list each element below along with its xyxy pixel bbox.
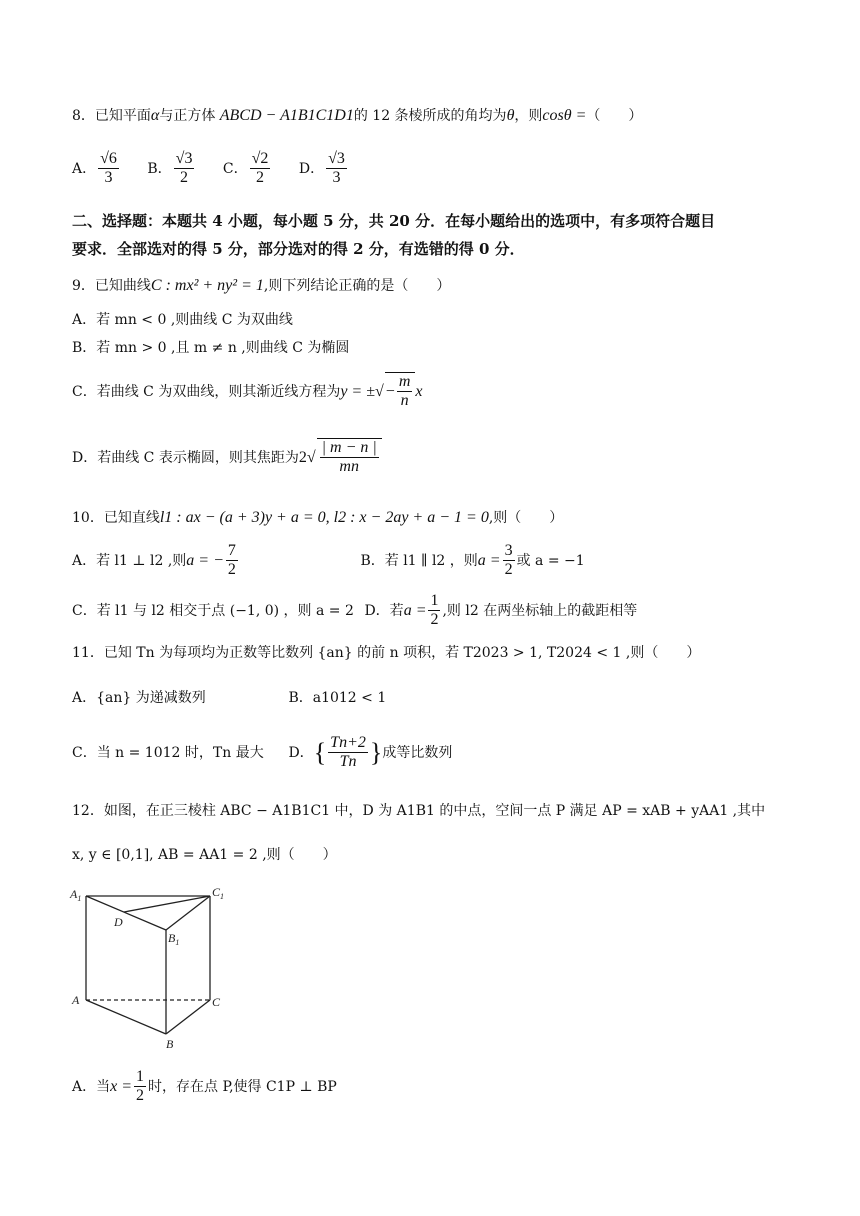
q10-option-a: A．若 l1 ⊥ l2 ,则a = − $\frac{7}{2}$: [72, 542, 236, 579]
edge-a1-b1: [86, 896, 166, 930]
q10-option-c: C．若 l1 与 l2 相交于点 (−1, 0) ，则 a = 2: [72, 602, 354, 619]
q12-stem: 12．如图，在正三棱柱 ABC − A1B1C1 中，D 为 A1B1 的中点，空间一点 P 满足 AP = xAB + yAA1 ,其中: [72, 803, 766, 819]
section-2-heading-cont: 要求．全部选对的得 5 分，部分选对的得 2 分，有选错的得 0 分．: [72, 240, 525, 258]
section-2-heading: 二、选择题：本题共 4 小题，每小题 5 分，共 20 分．在每小题给出的选项中，有多项符合题目: [72, 212, 716, 230]
q8-option-b: B． $\frac{√3}{2}$: [147, 150, 193, 187]
q11-option-b: B．a1012 < 1: [288, 690, 387, 706]
q8-option-c: C． $\frac{√2}{2}$: [222, 150, 269, 187]
edge-c1-b1: [166, 896, 210, 930]
q11-options-ab: [72, 689, 386, 707]
label-d: D: [114, 915, 123, 929]
q9-option-c: C．若曲线 C 为双曲线，则其渐近线方程为y = ±√ − $\frac{m}{n}$ x: [72, 373, 423, 410]
edge-d-c1: [124, 896, 210, 912]
q11-options-cd: [72, 734, 452, 772]
q10-stem: 10．已知直线l1 : ax − (a + 3)y + a = 0, l2 : x − 2ay + a − 1 = 0,则（ ）: [72, 509, 564, 526]
q8-options: [72, 150, 349, 188]
label-a1: $A_1$: [70, 887, 82, 903]
label-a: A: [72, 993, 80, 1007]
q10-options-cd: [72, 592, 637, 630]
q11-option-c: C．当 n = 1012 时，Tn 最大: [72, 744, 264, 761]
q8-stem: 8．已知平面α与正方体 ABCD − A1B1C1D1的 12 条棱所成的角均为θ，则cosθ =（ ）: [72, 107, 643, 124]
label-c1: $C_1$: [212, 885, 225, 901]
q12-option-a: A．当x = $\frac{1}{2}$ 时，存在点 P,使得 C1P ⊥ BP: [72, 1068, 337, 1105]
q10-option-d: D．若a = $\frac{1}{2}$ ,则 l2 在两坐标轴上的截距相等: [364, 592, 638, 629]
q11-stem: 11．已知 Tn 为每项均为正数等比数列 {an} 的前 n 项积，若 T2023 > 1, T2024 < 1 ,则（ ）: [72, 645, 701, 661]
label-b1: $B_1$: [168, 931, 180, 947]
label-b: B: [166, 1037, 174, 1051]
q12-stem-cont: x, y ∈ [0,1], AB = AA1 = 2 ,则（ ）: [72, 847, 337, 863]
q9-option-d: D．若曲线 C 表示椭圆，则其焦距为2√ $\frac{| m - n |}{mn}$: [72, 438, 382, 477]
edge-a-b: [86, 1000, 166, 1034]
q10-option-b: B．若 l1 ∥ l2 ，则a = $\frac{3}{2}$ 或 a = −1: [360, 542, 585, 579]
q9-option-a: A．若 mn < 0 ,则曲线 C 为双曲线: [72, 312, 293, 328]
q11-option-d: D．{ $\frac{Tn+2}{Tn}$ }成等比数列: [288, 734, 453, 771]
q9-option-b: B．若 mn > 0 ,且 m ≠ n ,则曲线 C 为椭圆: [72, 340, 350, 356]
edge-c-b: [166, 1000, 210, 1034]
prism-figure: [60, 880, 240, 1052]
q8-option-a: A． $\frac{√6}{3}$: [72, 150, 117, 187]
q10-options-ab: [72, 542, 585, 580]
q11-option-a: A．{an} 为递减数列: [72, 690, 206, 706]
q9-stem: 9．已知曲线C : mx² + ny² = 1,则下列结论正确的是（ ）: [72, 277, 451, 294]
label-c: C: [212, 995, 221, 1009]
q8-option-d: D． $\frac{√3}{3}$: [298, 150, 345, 187]
